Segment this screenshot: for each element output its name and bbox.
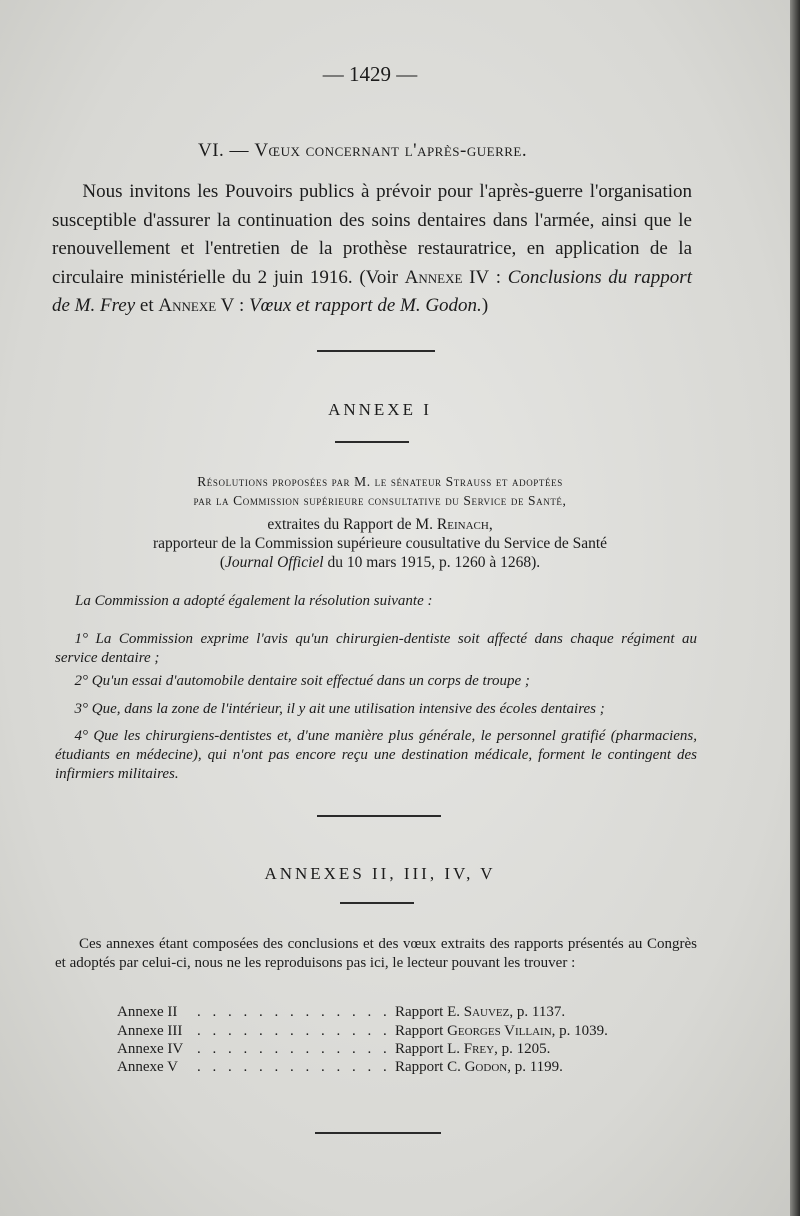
annexe1-heading: ANNEXE I — [328, 400, 432, 419]
resolution-item: 4° Que les chirurgiens-dentistes et, d'une manière plus générale, le personnel gratifié (pharmaciens, étudiants en médecine), qui n'ont pas encore reçu une destination médicale, forment le contingent des infirmiers militaires. — [55, 728, 697, 782]
leader-dots: . . . . . . . . . . . . . — [197, 1004, 391, 1020]
leader-dots: . . . . . . . . . . . . . — [197, 1023, 391, 1039]
annexe1-source-line1 — [60, 515, 700, 534]
ref-author: Sauvez — [463, 1004, 510, 1020]
section-title: Vœux concernant l'après-guerre. — [254, 140, 528, 161]
ref-author: Georges Villain — [447, 1023, 552, 1039]
annexe-reference — [395, 1023, 608, 1040]
ref-text: Rapport L. — [395, 1041, 464, 1057]
ref-text: Rapport C. — [395, 1059, 465, 1075]
annexe-reference — [395, 1004, 565, 1021]
annexe-label: Annexe V — [117, 1059, 178, 1075]
ref-page: , p. 1199. — [507, 1059, 563, 1075]
annexes-paragraph: Ces annexes étant composées des conclusions et des vœux extraits des rapports présentés au Congrès et adoptés par celui-ci, nous ne les reproduisons pas ici, le lecteur pouvant les trouver : — [55, 936, 697, 971]
annexe1-intro: La Commission a adopté également la résolution suivante : — [75, 593, 433, 609]
annexe1-subtitle-line1: Résolutions proposées par M. le sénateur Strauss et adoptées — [197, 474, 563, 489]
annexe-reference — [395, 1041, 550, 1058]
voeux-ref: Vœux et rapport de M. Godon. — [249, 295, 482, 316]
divider — [340, 902, 414, 904]
annexe-list-item — [117, 1004, 677, 1023]
resolution-item: 1° La Commission exprime l'avis qu'un chirurgien-dentiste soit affecté dans chaque régiment au service dentaire ; — [55, 631, 697, 666]
divider — [317, 815, 441, 817]
section-numeral: VI. — — [198, 140, 250, 161]
conclusions-ref: Conclusions du rapport de M. Frey — [52, 266, 692, 316]
page-edge-shadow — [790, 0, 800, 1216]
source-text: extraites du Rapport de M. — [267, 516, 437, 533]
annexes-heading: ANNEXES II, III, IV, V — [264, 864, 496, 883]
paragraph-voeux — [52, 178, 692, 321]
resolution-item: 3° Que, dans la zone de l'intérieur, il y ait une utilisation intensive des écoles dentaires ; — [74, 701, 605, 717]
closing-paren: ) — [481, 295, 489, 316]
divider — [315, 1132, 441, 1134]
ref-page: , p. 1039. — [551, 1023, 608, 1039]
ref-page: , p. 1137. — [509, 1004, 566, 1020]
annexe-list-item — [117, 1059, 677, 1078]
divider — [317, 350, 435, 352]
leader-dots: . . . . . . . . . . . . . — [197, 1041, 391, 1057]
source-text: ( — [219, 554, 226, 571]
annexe-label: Annexe II — [117, 1004, 178, 1020]
ref-text: Rapport E. — [395, 1004, 464, 1020]
paragraph-text: Nous invitons les Pouvoirs publics à prévoir pour l'après-guerre l'organisation susceptible d'assurer la continuation des soins dentaires dans l'armée, ainsi que le renouvellement et l'entretien de la prothèse restauratrice, en application de la circulaire ministérielle du 2 juin 1916. (Voir — [52, 181, 692, 288]
source-name: Reinach — [436, 516, 489, 533]
annexe1-source-line3 — [60, 553, 700, 572]
conjunction: et — [135, 295, 159, 316]
leader-dots: . . . . . . . . . . . . . — [197, 1059, 391, 1075]
section-heading — [198, 140, 527, 162]
annexe-label: Annexe III — [117, 1023, 183, 1039]
annexe-list-item — [117, 1041, 677, 1060]
source-text: du 10 mars 1915, p. 1260 à 1268). — [323, 554, 541, 571]
annexe5-ref: Annexe V — [158, 295, 235, 316]
page-number: — 1429 — — [322, 62, 418, 86]
divider — [335, 441, 409, 443]
resolution-item: 2° Qu'un essai d'automobile dentaire soit effectué dans un corps de troupe ; — [74, 673, 530, 689]
annexe1-source-line2: rapporteur de la Commission supérieure cousultative du Service de Santé — [152, 535, 608, 552]
source-text: , — [488, 516, 493, 533]
ref-page: , p. 1205. — [494, 1041, 551, 1057]
ref-author: Godon — [464, 1059, 508, 1075]
annexe-reference — [395, 1059, 563, 1076]
separator: : — [234, 295, 250, 316]
annexe1-subtitle-line2: par la Commission supérieure consultative du Service de Santé, — [193, 493, 567, 508]
ref-author: Frey — [463, 1041, 495, 1057]
separator: : — [489, 266, 508, 288]
annexe4-ref: Annexe IV — [404, 266, 490, 288]
annexe-list-item — [117, 1023, 677, 1042]
journal-name: Journal Officiel — [225, 554, 324, 571]
ref-text: Rapport — [395, 1023, 448, 1039]
annexe-label: Annexe IV — [117, 1041, 184, 1057]
